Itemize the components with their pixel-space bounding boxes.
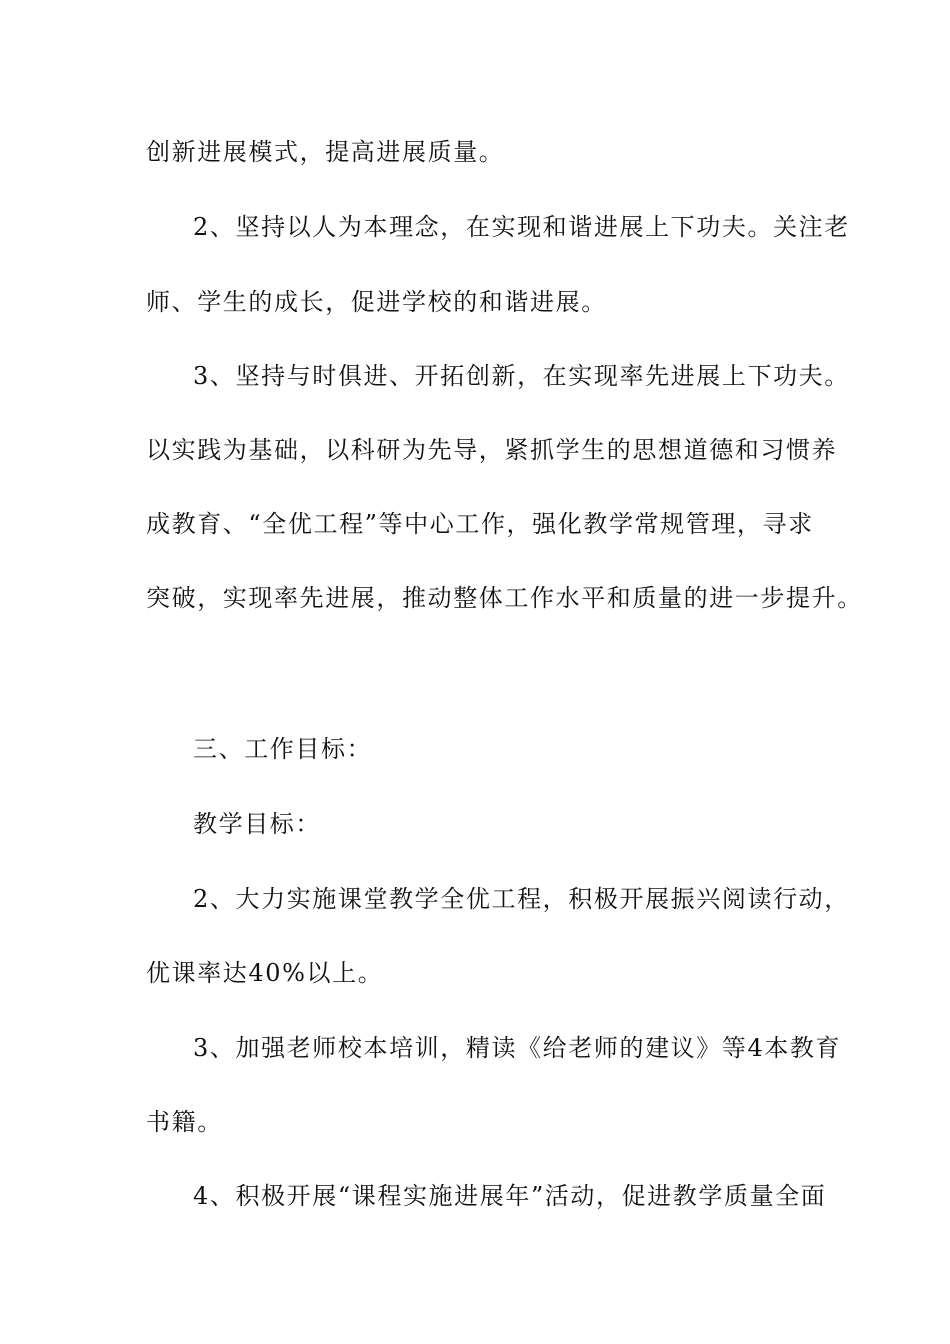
text-line: 优课率达40%以上。 (146, 959, 384, 987)
text-line: 师、学生的成长，促进学校的和谐进展。 (146, 288, 607, 316)
text-line: 4、积极开展“课程实施进展年”活动，促进教学质量全面 (193, 1182, 827, 1210)
text-line: 成教育、“全优工程”等中心工作，强化教学常规管理，寻求 (146, 510, 814, 538)
section-heading: 三、工作目标： (193, 735, 373, 763)
text-line: 突破，实现率先进展，推动整体工作水平和质量的进一步提升。 (146, 584, 863, 612)
text-line: 以实践为基础，以科研为先导，紧抓学生的思想道德和习惯养 (146, 436, 838, 464)
text-line: 创新进展模式，提高进展质量。 (146, 138, 505, 166)
text-line: 2、坚持以人为本理念，在实现和谐进展上下功夫。关注老 (193, 213, 850, 241)
text-line: 3、加强老师校本培训，精读《给老师的建议》等4本教育 (193, 1034, 842, 1062)
text-line: 2、大力实施课堂教学全优工程，积极开展振兴阅读行动， (193, 885, 850, 913)
text-line: 书籍。 (146, 1108, 223, 1136)
subsection-heading: 教学目标： (193, 810, 321, 838)
text-line: 3、坚持与时俱进、开拓创新，在实现率先进展上下功夫。 (193, 362, 850, 390)
